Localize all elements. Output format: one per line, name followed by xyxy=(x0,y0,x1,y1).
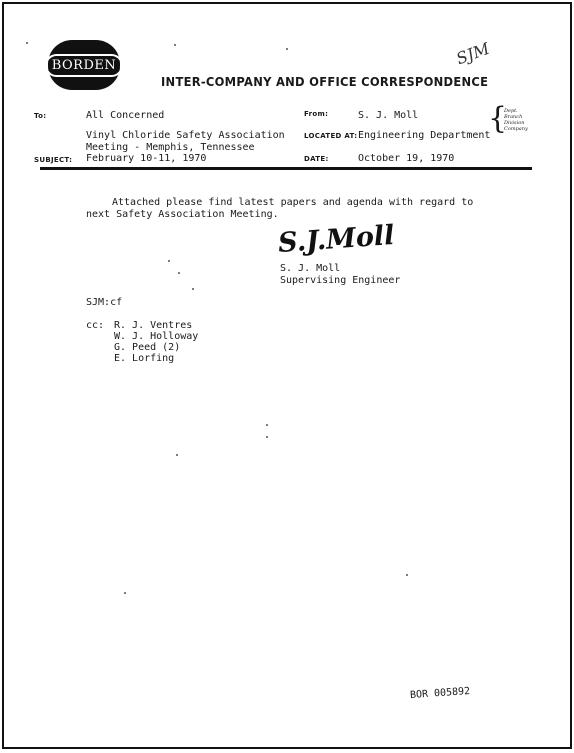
scan-speck xyxy=(266,424,268,426)
signer-name: S. J. Moll xyxy=(280,263,341,274)
scan-speck xyxy=(176,454,178,456)
from-label: From: xyxy=(304,110,329,118)
handwritten-initials: SJM xyxy=(453,38,492,69)
cc-item: W. J. Holloway xyxy=(114,331,199,342)
cc-label: cc: xyxy=(86,320,105,331)
located-label: LOCATED AT: xyxy=(304,132,358,140)
scan-speck xyxy=(286,48,288,50)
memo-page xyxy=(2,2,572,749)
scan-speck xyxy=(168,260,170,262)
brace-glyph: { xyxy=(488,101,508,136)
dept-option: Company xyxy=(504,126,528,132)
scan-speck xyxy=(124,592,126,594)
scan-speck xyxy=(406,574,408,576)
date-label: DATE: xyxy=(304,155,329,163)
located-value: Engineering Department xyxy=(358,130,491,141)
letterhead-title: INTER-COMPANY AND OFFICE CORRESPONDENCE xyxy=(161,74,489,89)
subject-label: SUBJECT: xyxy=(34,156,73,164)
dept-options xyxy=(504,108,528,132)
typist-initials: SJM:cf xyxy=(86,297,123,308)
dept-option: Division xyxy=(504,120,525,126)
signer-title: Supervising Engineer xyxy=(280,275,401,286)
scan-speck xyxy=(174,44,176,46)
dept-option: Branch xyxy=(504,114,523,120)
scan-speck xyxy=(266,436,268,438)
scan-speck xyxy=(192,288,194,290)
subject-line-2: Meeting - Memphis, Tennessee xyxy=(86,142,255,153)
handwritten-signature: S.J.Moll xyxy=(277,219,396,260)
subject-line-1: Vinyl Chloride Safety Association xyxy=(86,130,285,141)
from-value: S. J. Moll xyxy=(358,110,419,121)
cc-item: R. J. Ventres xyxy=(114,320,193,331)
body-line-2: next Safety Association Meeting. xyxy=(86,209,279,220)
to-value: All Concerned xyxy=(86,110,165,121)
cc-item: E. Lorfing xyxy=(114,353,175,364)
to-label: To: xyxy=(34,112,47,120)
dept-option: Dept. xyxy=(504,108,518,114)
body-line-1: Attached please find latest papers and agenda with regard to xyxy=(112,197,474,208)
scan-speck xyxy=(26,42,28,44)
cc-item: G. Peed (2) xyxy=(114,342,181,353)
subject-date-line: February 10-11, 1970 xyxy=(86,153,207,164)
header-divider xyxy=(40,167,532,170)
document-number: BOR 005892 xyxy=(409,685,471,702)
logo-text: BORDEN xyxy=(45,54,124,77)
borden-logo xyxy=(48,40,120,90)
date-value: October 19, 1970 xyxy=(358,153,455,164)
scan-speck xyxy=(178,272,180,274)
